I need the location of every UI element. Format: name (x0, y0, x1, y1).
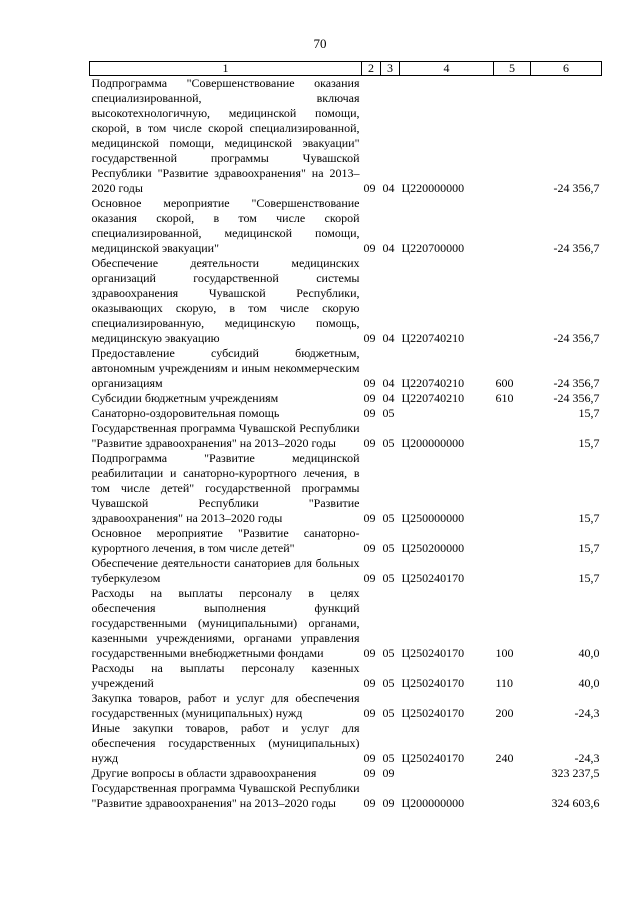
row-name: Предоставление субсидий бюджетным, автономным учреждениям и иным некоммерческим организациям (91, 346, 360, 390)
row-target-article: Ц250240170 (401, 706, 465, 720)
row-target-article: Ц220740210 (401, 376, 465, 390)
column-header: 2 (362, 62, 381, 76)
row-amount: -24 356,7 (553, 181, 600, 195)
budget-table (89, 61, 602, 811)
row-target-article (400, 406, 494, 421)
table-row (90, 721, 602, 766)
row-expense-type (494, 406, 531, 421)
table-row (90, 661, 602, 691)
row-target-article: Ц200000000 (401, 436, 465, 450)
row-amount: -24 356,7 (553, 391, 600, 405)
row-name: Санаторно-оздоровительная помощь (91, 406, 280, 420)
row-subsection: 09 (382, 796, 395, 810)
table-body (90, 76, 602, 812)
row-section: 09 (363, 376, 376, 390)
row-amount: 323 237,5 (551, 766, 600, 780)
row-subsection: 05 (382, 436, 395, 450)
row-name: Обеспечение деятельности медицинских организаций государственной системы здравоохранения Чувашской Республики, оказывающих скорую, в том числе скорую специализированную, медицинскую помощь, медицинскую эвакуацию (91, 256, 360, 345)
row-target-article (400, 766, 494, 781)
row-section: 09 (363, 706, 376, 720)
column-header: 4 (400, 62, 494, 76)
row-name: Иные закупки товаров, работ и услуг для обеспечения государственных (муниципальных) нужд (91, 721, 360, 765)
table-row (90, 421, 602, 451)
row-section: 09 (363, 751, 376, 765)
column-number-header-row (90, 62, 602, 76)
row-section: 09 (363, 541, 376, 555)
row-amount: -24,3 (574, 751, 600, 765)
row-name: Основное мероприятие "Развитие санаторно-курортного лечения, в том числе детей" (91, 526, 360, 555)
row-name: Государственная программа Чувашской Республики "Развитие здравоохранения" на 2013–2020 годы (91, 781, 360, 810)
row-subsection: 05 (382, 511, 395, 525)
row-subsection: 09 (382, 766, 395, 780)
row-expense-type (494, 526, 531, 556)
row-section: 09 (363, 436, 376, 450)
row-subsection: 05 (382, 406, 395, 420)
row-target-article: Ц200000000 (401, 796, 465, 810)
row-expense-type (494, 196, 531, 256)
row-expense-type: 110 (495, 676, 514, 690)
row-amount: 15,7 (578, 511, 600, 525)
row-amount: 15,7 (578, 571, 600, 585)
row-subsection: 05 (382, 646, 395, 660)
row-section: 09 (363, 676, 376, 690)
row-target-article: Ц250240170 (401, 646, 465, 660)
row-expense-type: 600 (495, 376, 514, 390)
row-name: Подпрограмма "Развитие медицинской реабилитации и санаторно-курортного лечения, в том числе детей" государственной программы Чувашской Республики "Развитие здравоохранения" на 2013–2020 годы (91, 451, 360, 525)
row-subsection: 05 (382, 571, 395, 585)
row-name: Государственная программа Чувашской Республики "Развитие здравоохранения" на 2013–2020 годы (91, 421, 360, 450)
page-number: 70 (313, 36, 327, 51)
row-target-article: Ц220740210 (401, 331, 465, 345)
row-subsection: 05 (382, 751, 395, 765)
row-name: Подпрограмма "Совершенствование оказания специализированной, включая высокотехнологичную, медицинской помощи, скорой, в том числе скорой специализированной, медицинской помощи, медицинской эвакуации" государственной программы Чувашской Республики "Развитие здравоохранения" на 2013–2020 годы (91, 76, 360, 195)
row-expense-type (494, 256, 531, 346)
row-expense-type (494, 451, 531, 526)
row-subsection: 04 (382, 391, 395, 405)
row-name: Другие вопросы в области здравоохранения (91, 766, 317, 780)
row-name: Закупка товаров, работ и услуг для обеспечения государственных (муниципальных) нужд (91, 691, 360, 720)
row-amount: -24,3 (574, 706, 600, 720)
row-target-article: Ц250000000 (401, 511, 465, 525)
row-section: 09 (363, 181, 376, 195)
row-expense-type (494, 781, 531, 811)
table-row (90, 196, 602, 256)
row-name: Обеспечение деятельности санаториев для больных туберкулезом (91, 556, 360, 585)
row-section: 09 (363, 646, 376, 660)
row-section: 09 (363, 241, 376, 255)
row-expense-type: 100 (495, 646, 514, 660)
table-row (90, 256, 602, 346)
row-target-article: Ц250200000 (401, 541, 465, 555)
row-subsection: 05 (382, 676, 395, 690)
table-row (90, 526, 602, 556)
row-expense-type: 240 (495, 751, 514, 765)
row-section: 09 (363, 391, 376, 405)
row-subsection: 04 (382, 181, 395, 195)
row-section: 09 (363, 511, 376, 525)
row-section: 09 (363, 766, 376, 780)
table-row (90, 766, 602, 781)
row-section: 09 (363, 571, 376, 585)
row-subsection: 04 (382, 241, 395, 255)
row-name: Субсидии бюджетным учреждениям (91, 391, 279, 405)
row-subsection: 05 (382, 541, 395, 555)
table-row (90, 451, 602, 526)
row-subsection: 04 (382, 331, 395, 345)
row-target-article: Ц220700000 (401, 241, 465, 255)
row-section: 09 (363, 406, 376, 420)
row-expense-type (494, 76, 531, 197)
row-section: 09 (363, 796, 376, 810)
row-target-article: Ц220000000 (401, 181, 465, 195)
row-amount: 15,7 (578, 406, 600, 420)
row-amount: -24 356,7 (553, 331, 600, 345)
table-row (90, 691, 602, 721)
row-amount: -24 356,7 (553, 241, 600, 255)
row-name: Расходы на выплаты персоналу казенных учреждений (91, 661, 360, 690)
row-expense-type (494, 421, 531, 451)
row-target-article: Ц250240170 (401, 571, 465, 585)
table-row (90, 406, 602, 421)
row-target-article: Ц220740210 (401, 391, 465, 405)
table-row (90, 586, 602, 661)
row-subsection: 05 (382, 706, 395, 720)
row-amount: -24 356,7 (553, 376, 600, 390)
row-target-article: Ц250240170 (401, 676, 465, 690)
column-header: 3 (381, 62, 400, 76)
row-name: Основное мероприятие "Совершенствование оказания скорой, в том числе скорой специализированной, медицинской помощи, медицинской эвакуации" (91, 196, 360, 255)
column-header: 1 (90, 62, 362, 76)
table-row (90, 556, 602, 586)
table-row (90, 781, 602, 811)
row-expense-type (494, 556, 531, 586)
row-expense-type: 200 (495, 706, 514, 720)
row-name: Расходы на выплаты персоналу в целях обеспечения выполнения функций государственными (муниципальными) органами, казенными учреждениями, органами управления государственными внебюджетными фондами (91, 586, 360, 660)
row-target-article: Ц250240170 (401, 751, 465, 765)
column-header: 5 (494, 62, 531, 76)
row-expense-type (494, 766, 531, 781)
column-header: 6 (531, 62, 602, 76)
row-amount: 15,7 (578, 436, 600, 450)
table-row (90, 391, 602, 406)
row-subsection: 04 (382, 376, 395, 390)
row-amount: 40,0 (578, 646, 600, 660)
table-row (90, 346, 602, 391)
row-expense-type: 610 (495, 391, 514, 405)
row-amount: 15,7 (578, 541, 600, 555)
row-section: 09 (363, 331, 376, 345)
row-amount: 324 603,6 (551, 796, 600, 810)
row-amount: 40,0 (578, 676, 600, 690)
table-row (90, 76, 602, 197)
